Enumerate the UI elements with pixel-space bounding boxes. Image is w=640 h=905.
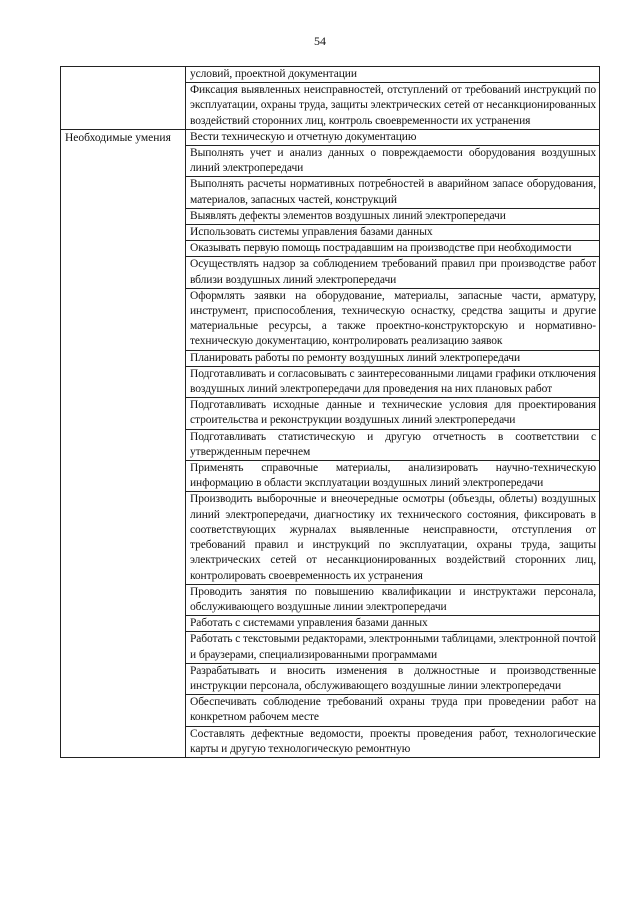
table-row	[61, 67, 600, 130]
list-item: Обеспечивать соблюдение требований охраны труда при проведении работ на конкретном рабочем месте	[186, 694, 599, 725]
competency-table	[60, 66, 600, 758]
row-label-cell	[61, 129, 186, 757]
list-item: условий, проектной документации	[190, 68, 357, 80]
row-label: Необходимые умения	[65, 131, 171, 144]
list-item: Планировать работы по ремонту воздушных линий электропередачи	[186, 350, 599, 366]
row-content-cell	[186, 67, 600, 130]
list-item: Выполнять расчеты нормативных потребностей в аварийном запасе оборудования, материалов, запасных частей, конструкций	[186, 176, 599, 207]
list-item: Выполнять учет и анализ данных о повреждаемости оборудования воздушных линий электропередачи	[186, 145, 599, 176]
table-row	[61, 129, 600, 757]
page-number: 54	[314, 34, 326, 48]
list-item: Проводить занятия по повышению квалификации и инструктажи персонала, обслуживающего воздушные линии электропередачи	[186, 584, 599, 615]
list-item: Подготавливать исходные данные и технические условия для проектирования строительства и реконструкции воздушных линий электропередачи	[186, 397, 599, 428]
list-item: Подготавливать и согласовывать с заинтересованными лицами графики отключения воздушных линий электропередачи для проведения на них плановых работ	[186, 366, 599, 397]
list-item: Производить выборочные и внеочередные осмотры (объезды, облеты) воздушных линий электропередачи, диагностику их технического состояния, фиксировать в соответствующих журналах выявленные неисправности, отступления от требований правил и инструкций по эксплуатации, охраны труда, защиты электрических сетей от несанкционированных воздействий сторонних лиц, контролировать своевременность их устранения	[186, 491, 599, 583]
list-item: Фиксация выявленных неисправностей, отступлений от требований инструкций по эксплуатации, охраны труда, защиты электрических сетей от несанкционированных воздействий сторонних лиц, контроль своевременности их устранения	[186, 82, 599, 129]
list-item: Работать с системами управления базами данных	[186, 615, 599, 631]
row-label-cell	[61, 67, 186, 130]
row-content-cell	[186, 129, 600, 757]
list-item: Работать с текстовыми редакторами, электронными таблицами, электронной почтой и браузерами, специализированными программами	[186, 631, 599, 662]
list-item: Разрабатывать и вносить изменения в должностные и производственные инструкции персонала, обслуживающего воздушные линии электропередачи	[186, 663, 599, 694]
list-item: Выявлять дефекты элементов воздушных линий электропередачи	[186, 208, 599, 224]
list-item: Оказывать первую помощь пострадавшим на производстве при необходимости	[186, 240, 599, 256]
list-item: Подготавливать статистическую и другую отчетность в соответствии с утвержденным перечнем	[186, 429, 599, 460]
list-item: Осуществлять надзор за соблюдением требований правил при производстве работ вблизи воздушных линий электропередачи	[186, 256, 599, 287]
list-item: Составлять дефектные ведомости, проекты проведения работ, технологические карты и другую технологическую ремонтную	[186, 726, 599, 757]
list-item: Оформлять заявки на оборудование, материалы, запасные части, арматуру, инструмент, приспособления, техническую оснастку, средства защиты и другие материальные ресурсы, а также проектно-конструкторскую и нормативно-техническую документацию, контролировать реализацию заявок	[186, 288, 599, 350]
list-item: Использовать системы управления базами данных	[186, 224, 599, 240]
list-item: Вести техническую и отчетную документацию	[190, 130, 417, 143]
list-item: Применять справочные материалы, анализировать научно-техническую информацию в области эксплуатации воздушных линий электропередачи	[186, 460, 599, 491]
